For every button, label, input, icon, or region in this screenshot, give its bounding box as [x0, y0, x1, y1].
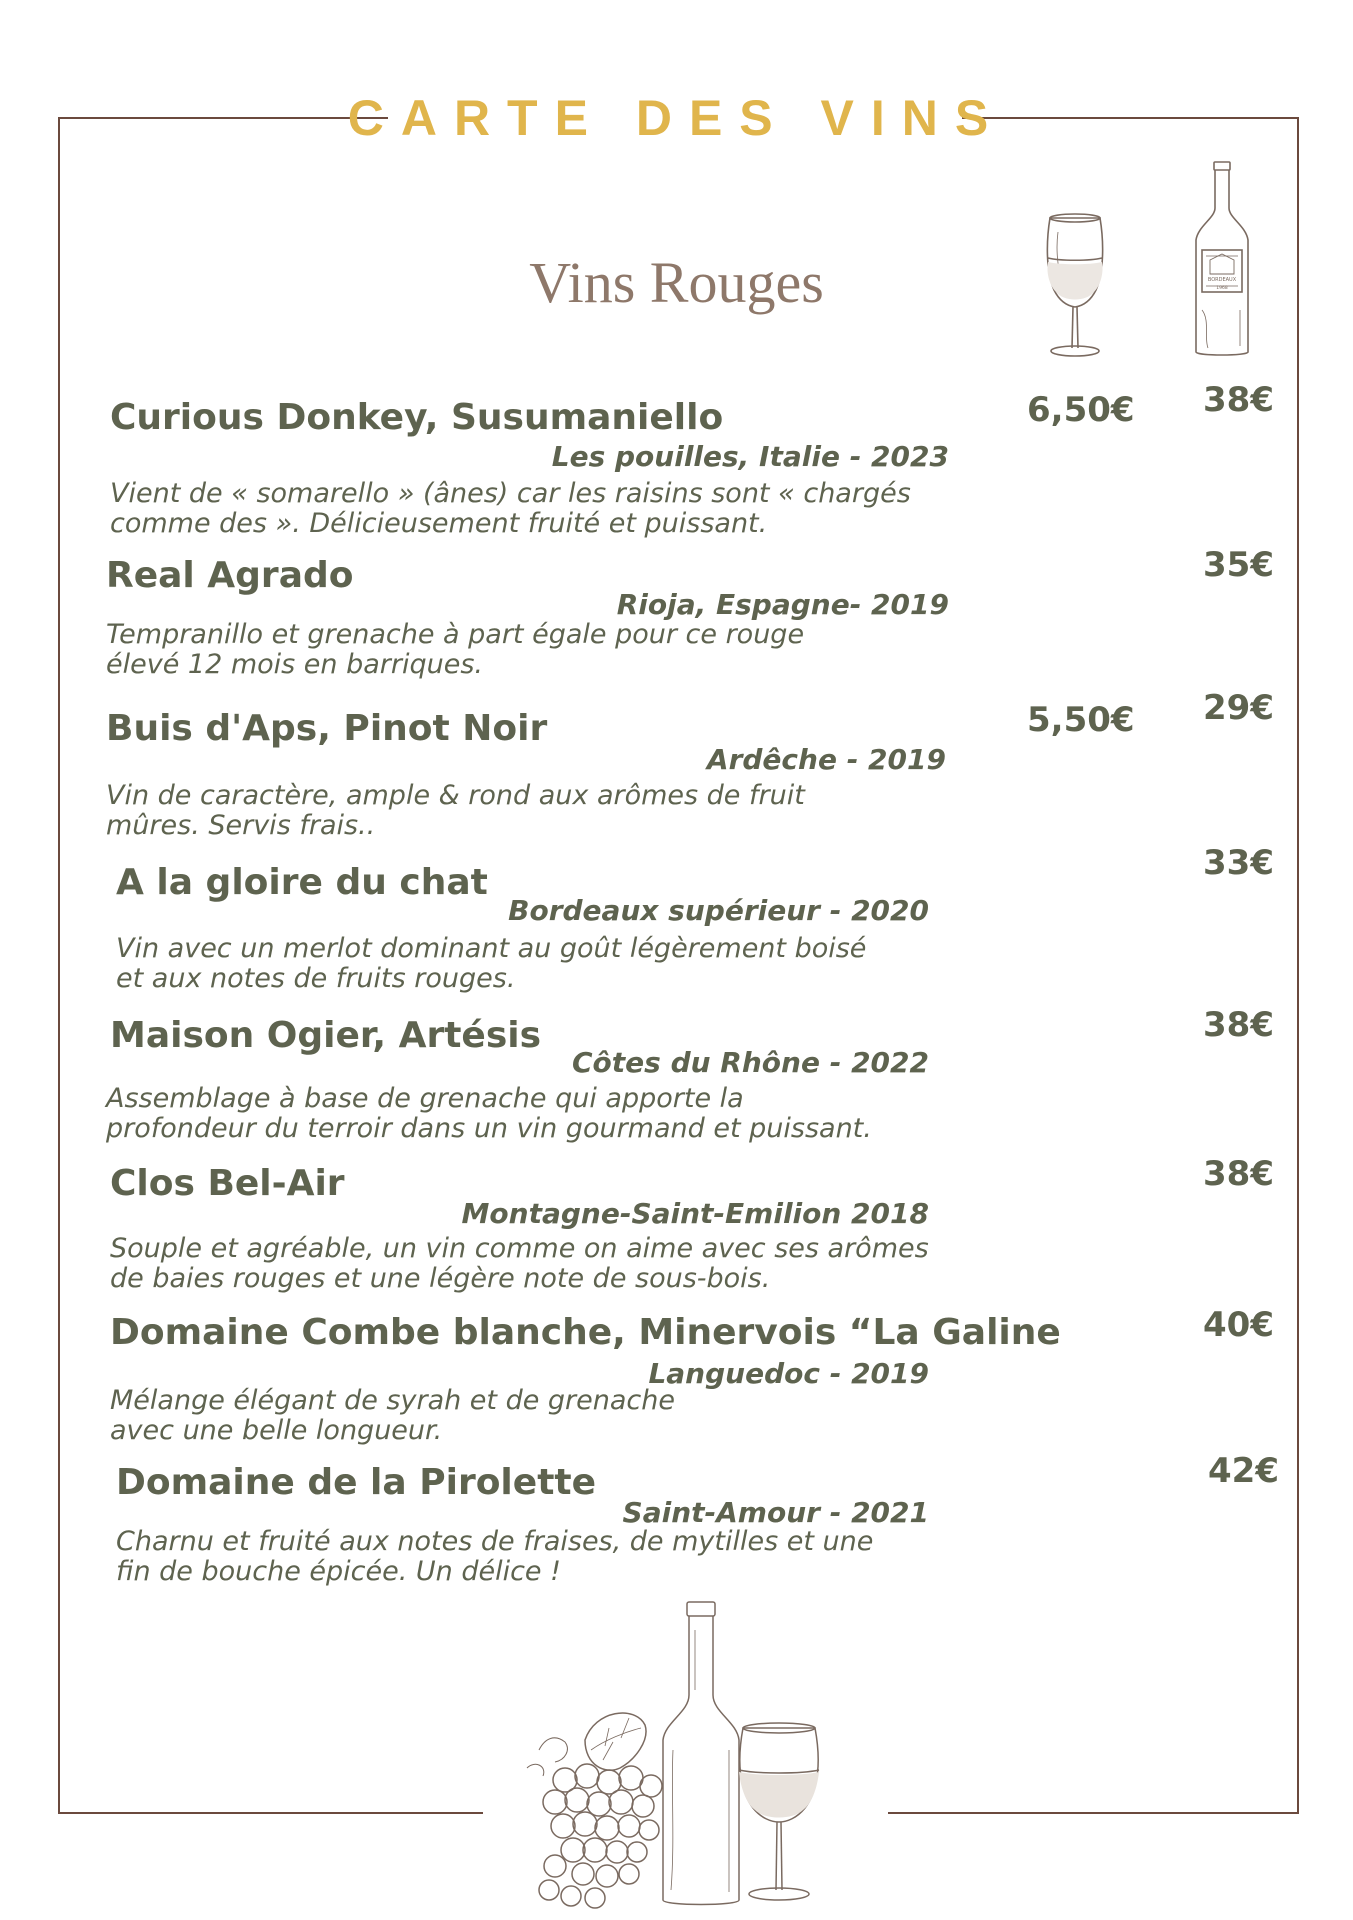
description-line: Charnu et fruité aux notes de fraises, de mytilles et une [116, 1526, 874, 1557]
wine-origin: Ardêche - 2019 [706, 743, 946, 776]
price-bottle: 38€ [1203, 380, 1274, 420]
frame-right [1297, 117, 1299, 1814]
wine-origin: Les pouilles, Italie - 2023 [551, 440, 949, 473]
wine-description [110, 479, 1010, 539]
description-line: Assemblage à base de grenache qui apporte la [106, 1083, 744, 1114]
price-bottle: 38€ [1203, 1154, 1274, 1194]
wine-name: Curious Donkey, Susumaniello [110, 397, 724, 438]
description-line: comme des ». Délicieusement fruité et puissant. [110, 508, 768, 539]
wine-name: A la gloire du chat [116, 862, 488, 903]
wine-bottle-icon [1190, 160, 1254, 360]
wine-description [110, 1386, 1010, 1446]
description-line: Tempranillo et grenache à part égale pour ce rouge [106, 619, 805, 650]
description-line: profondeur du terroir dans un vin gourmand et puissant. [106, 1113, 872, 1144]
wine-origin: Bordeaux supérieur - 2020 [508, 894, 929, 927]
wine-description [116, 934, 1016, 994]
wine-glass-icon [1040, 212, 1110, 360]
frame-bottom-left [58, 1812, 483, 1814]
wine-description [110, 1234, 1010, 1294]
price-glass: 5,50€ [1027, 700, 1135, 740]
wine-origin: Montagne-Saint-Emilion 2018 [461, 1197, 929, 1230]
wine-description [106, 620, 1006, 680]
price-bottle: 33€ [1203, 843, 1274, 883]
price-bottle: 42€ [1208, 1451, 1279, 1491]
wine-origin: Côtes du Rhône - 2022 [572, 1046, 929, 1079]
description-line: fin de bouche épicée. Un délice ! [116, 1556, 561, 1587]
description-line: avec une belle longueur. [110, 1415, 443, 1446]
menu-title: CARTE DES VINS [347, 90, 1006, 146]
wine-still-life-illustration [525, 1600, 835, 1915]
frame-bottom-right [888, 1812, 1299, 1814]
wine-description [106, 781, 1006, 841]
description-line: Vin de caractère, ample & rond aux arômes de fruit [106, 780, 805, 811]
bottle-year-text: 1968 [1216, 286, 1228, 291]
wine-name: Domaine de la Pirolette [116, 1462, 597, 1503]
description-line: Vient de « somarello » (ânes) car les raisins sont « chargés [110, 478, 911, 509]
wine-origin: Rioja, Espagne- 2019 [616, 588, 949, 621]
wine-description [106, 1084, 1006, 1144]
wine-name: Maison Ogier, Artésis [110, 1015, 542, 1056]
wine-name: Domaine Combe blanche, Minervois “La Galine [110, 1312, 1061, 1353]
section-title: Vins Rouges [529, 250, 824, 315]
description-line: et aux notes de fruits rouges. [116, 963, 516, 994]
price-bottle: 29€ [1203, 688, 1274, 728]
description-line: mûres. Servis frais.. [106, 810, 376, 841]
price-bottle: 38€ [1203, 1005, 1274, 1045]
description-line: Souple et agréable, un vin comme on aime avec ses arômes [110, 1233, 929, 1264]
description-line: Mélange élégant de syrah et de grenache [110, 1385, 675, 1416]
frame-left [58, 117, 60, 1814]
wine-description [116, 1527, 1016, 1587]
wine-name: Buis d'Aps, Pinot Noir [106, 708, 548, 749]
description-line: Vin avec un merlot dominant au goût légèrement boisé [116, 933, 867, 964]
description-line: élevé 12 mois en barriques. [106, 649, 484, 680]
bottle-label-text: BORDEAUX [1207, 277, 1237, 283]
wine-origin: Languedoc - 2019 [648, 1357, 929, 1390]
description-line: de baies rouges et une légère note de sous-bois. [110, 1263, 771, 1294]
wine-name: Clos Bel-Air [110, 1163, 345, 1204]
price-bottle: 35€ [1203, 545, 1274, 585]
price-glass: 6,50€ [1027, 390, 1135, 430]
wine-name: Real Agrado [106, 555, 354, 596]
wine-origin: Saint-Amour - 2021 [622, 1496, 929, 1529]
price-bottle: 40€ [1203, 1305, 1274, 1345]
